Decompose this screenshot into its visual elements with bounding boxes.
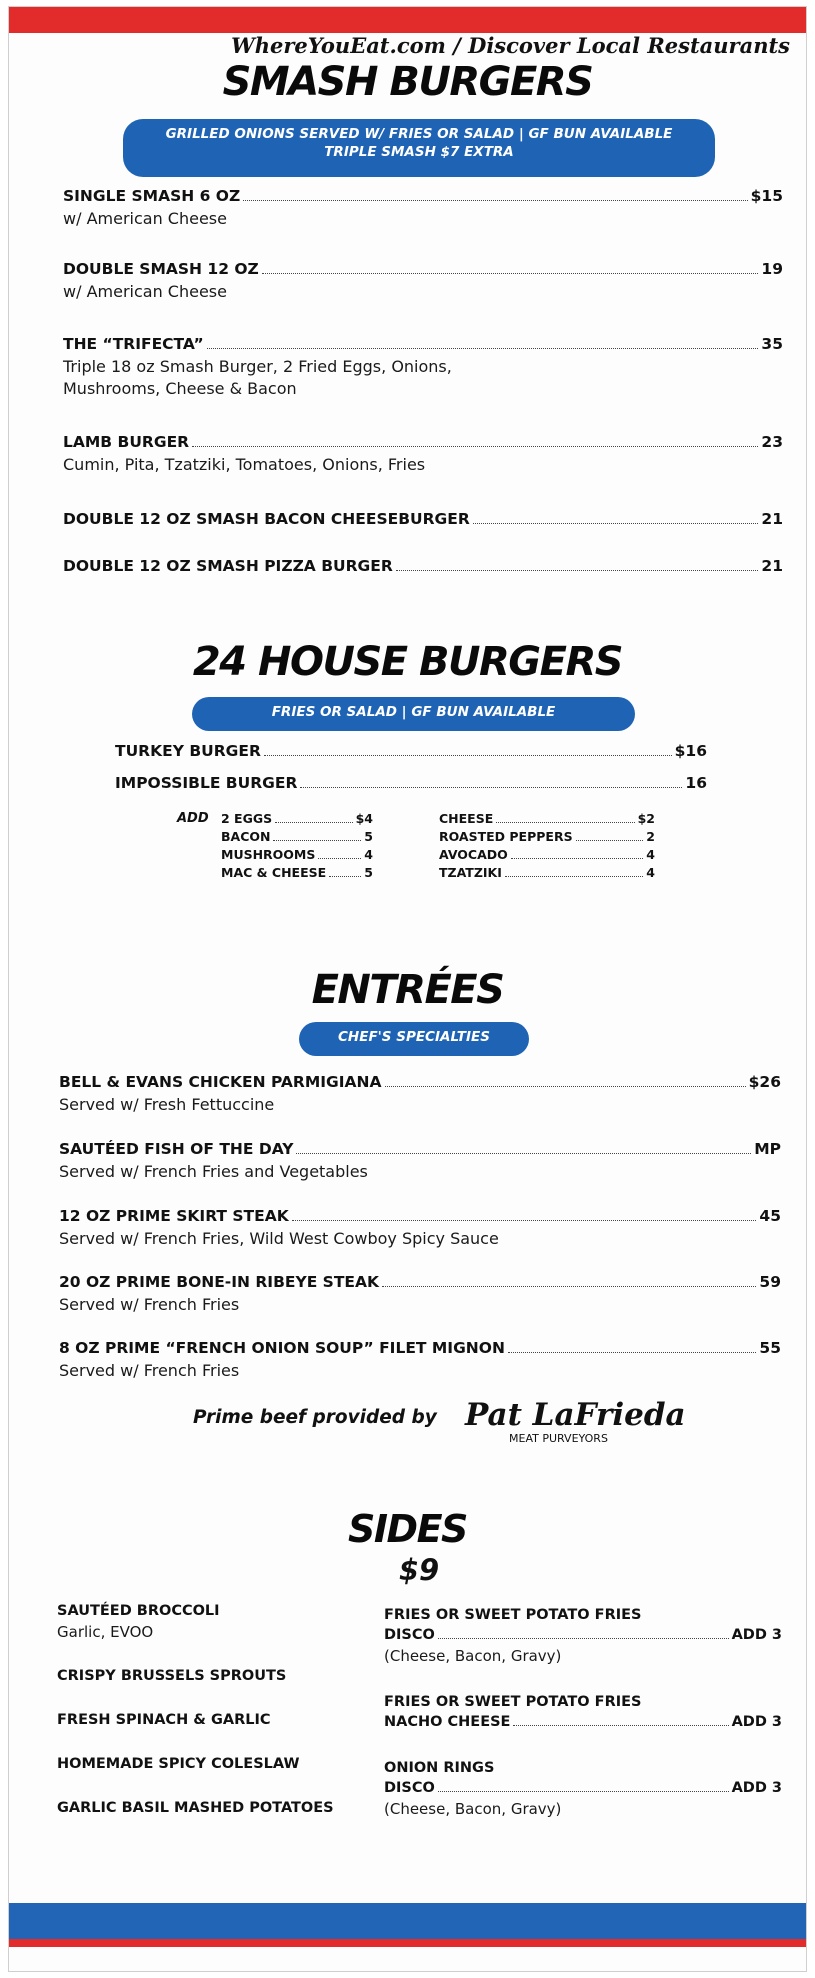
addon-name: CHEESE [439,811,494,826]
leader-dots [513,1725,728,1726]
addon-item [439,829,655,844]
side-name: SAUTÉED BROCCOLI [57,1603,220,1619]
leader-dots [396,570,759,571]
sides-price: $9 [398,1553,440,1587]
menu-item [63,187,783,230]
menu-page [8,6,807,1972]
top-red-stripe [9,7,806,33]
item-price: $26 [748,1073,781,1091]
item-price: 21 [761,557,783,575]
side-item [57,1800,334,1816]
leader-dots [292,1220,757,1221]
side-name: CRISPY BRUSSELS SPROUTS [57,1668,287,1684]
item-description: Served w/ French Fries [59,1295,240,1314]
side-name: GARLIC BASIL MASHED POTATOES [57,1800,334,1816]
side-name: DISCO [384,1627,435,1643]
item-name: 8 OZ PRIME “FRENCH ONION SOUP” FILET MIGNON [59,1339,505,1357]
addon-item [439,847,655,862]
addon-name: AVOCADO [439,847,508,862]
side-name: FRESH SPINACH & GARLIC [57,1712,271,1728]
side-name: NACHO CHEESE [384,1714,511,1730]
item-price: 23 [761,433,783,451]
leader-dots [264,755,672,756]
side-name-line1: FRIES OR SWEET POTATO FRIES [384,1607,642,1623]
item-price: MP [754,1140,781,1158]
addon-item [439,865,655,880]
smash-banner-line2: TRIPLE SMASH $7 EXTRA [324,144,514,160]
menu-item [59,1273,781,1316]
side-item [57,1668,286,1684]
item-price: 35 [761,335,783,353]
menu-item [63,335,783,400]
smash-banner [123,119,715,177]
leader-dots [296,1153,751,1154]
pat-lafrieda-logo: Pat LaFrieda [465,1397,686,1433]
item-name: TURKEY BURGER [115,742,261,760]
addon-name: BACON [221,829,271,844]
house-burgers-title: 24 HOUSE BURGERS [192,639,623,685]
side-name: HOMEMADE SPICY COLESLAW [57,1756,300,1772]
addon-price: 4 [646,847,655,862]
addon-price: $4 [355,811,373,826]
side-name: DISCO [384,1780,435,1796]
addon-name: MUSHROOMS [221,847,316,862]
item-price: $16 [674,742,707,760]
side-item [384,1607,782,1667]
menu-item [59,1339,781,1382]
smash-banner-line1: GRILLED ONIONS SERVED W/ FRIES OR SALAD | GF BUN AVAILABLE [165,126,673,142]
menu-item [59,1140,781,1183]
beef-credit [9,1397,806,1447]
entrees-title: ENTRÉES [311,967,504,1013]
house-banner: FRIES OR SALAD | GF BUN AVAILABLE [192,697,635,731]
addon-price: $2 [637,811,655,826]
item-name: DOUBLE 12 OZ SMASH BACON CHEESEBURGER [63,510,470,528]
entrees-banner: CHEF'S SPECIALTIES [299,1022,529,1056]
leader-dots [473,523,759,524]
item-price: 16 [685,774,707,792]
item-description: Served w/ Fresh Fettuccine [59,1095,275,1114]
addon-item [221,811,373,826]
item-name: 12 OZ PRIME SKIRT STEAK [59,1207,289,1225]
menu-item [115,742,707,760]
leader-dots [385,1086,746,1087]
leader-dots [300,787,682,788]
item-price: 19 [761,260,783,278]
leader-dots [382,1286,756,1287]
side-price: ADD 3 [731,1627,782,1643]
add-label: ADD [177,811,209,826]
addon-price: 2 [646,829,655,844]
item-description: w/ American Cheese [63,209,227,228]
menu-item [63,260,783,303]
addon-price: 4 [364,847,373,862]
item-name: BELL & EVANS CHICKEN PARMIGIANA [59,1073,382,1091]
leader-dots [275,822,352,823]
sides-title: SIDES [348,1507,467,1551]
beef-credit-text: Prime beef provided by [193,1407,437,1428]
leader-dots [438,1638,729,1639]
leader-dots [576,840,644,841]
item-price: 55 [759,1339,781,1357]
side-price: ADD 3 [731,1780,782,1796]
item-name: DOUBLE 12 OZ SMASH PIZZA BURGER [63,557,393,575]
menu-item [63,510,783,528]
leader-dots [192,446,758,447]
leader-dots [318,858,361,859]
menu-item [59,1073,781,1116]
side-item [384,1694,782,1730]
side-name-line1: FRIES OR SWEET POTATO FRIES [384,1694,642,1710]
addon-item [221,847,373,862]
item-description: w/ American Cheese [63,282,227,301]
addon-item [439,811,655,826]
item-name: 20 OZ PRIME BONE-IN RIBEYE STEAK [59,1273,380,1291]
addon-price: 4 [646,865,655,880]
item-description: Served w/ French Fries and Vegetables [59,1162,368,1181]
side-name-line1: ONION RINGS [384,1760,495,1776]
item-description: Served w/ French Fries, Wild West Cowboy Spicy Sauce [59,1229,499,1248]
item-name: LAMB BURGER [63,433,190,451]
addon-price: 5 [364,865,373,880]
brand-subtitle: MEAT PURVEYORS [509,1432,608,1445]
item-name: THE “TRIFECTA” [63,335,204,353]
side-item [384,1760,782,1820]
leader-dots [243,200,747,201]
side-description: (Cheese, Bacon, Gravy) [384,1800,562,1818]
bottom-red-stripe [9,1939,806,1947]
smash-burgers-title: SMASH BURGERS [222,59,593,105]
side-item [57,1712,271,1728]
addon-price: 5 [364,829,373,844]
leader-dots [329,876,361,877]
leader-dots [496,822,634,823]
item-name: IMPOSSIBLE BURGER [115,774,298,792]
side-item [57,1756,299,1772]
menu-item [63,433,783,476]
leader-dots [505,876,643,877]
item-description: Served w/ French Fries [59,1361,240,1380]
item-price: 21 [761,510,783,528]
item-price: $15 [750,187,783,205]
addon-name: 2 EGGS [221,811,273,826]
item-description: Triple 18 oz Smash Burger, 2 Fried Eggs, Onions, Mushrooms, Cheese & Bacon [63,357,452,398]
leader-dots [273,840,361,841]
menu-item [63,557,783,575]
item-name: DOUBLE SMASH 12 OZ [63,260,259,278]
watermark: WhereYouEat.com / Discover Local Restaurants [231,33,790,58]
leader-dots [508,1352,757,1353]
addon-name: ROASTED PEPPERS [439,829,573,844]
side-price: ADD 3 [731,1714,782,1730]
leader-dots [511,858,644,859]
side-description: Garlic, EVOO [57,1623,154,1641]
addon-item [221,829,373,844]
leader-dots [207,348,759,349]
side-description: (Cheese, Bacon, Gravy) [384,1647,562,1665]
menu-item [115,774,707,792]
side-item [57,1603,220,1643]
addon-name: MAC & CHEESE [221,865,327,880]
leader-dots [262,273,759,274]
item-description: Cumin, Pita, Tzatziki, Tomatoes, Onions, Fries [63,455,426,474]
item-name: SAUTÉED FISH OF THE DAY [59,1140,294,1158]
addon-item [221,865,373,880]
leader-dots [438,1791,729,1792]
item-name: SINGLE SMASH 6 OZ [63,187,241,205]
addon-name: TZATZIKI [439,865,502,880]
bottom-blue-stripe [9,1903,806,1939]
item-price: 45 [759,1207,781,1225]
menu-item [59,1207,781,1250]
item-price: 59 [759,1273,781,1291]
